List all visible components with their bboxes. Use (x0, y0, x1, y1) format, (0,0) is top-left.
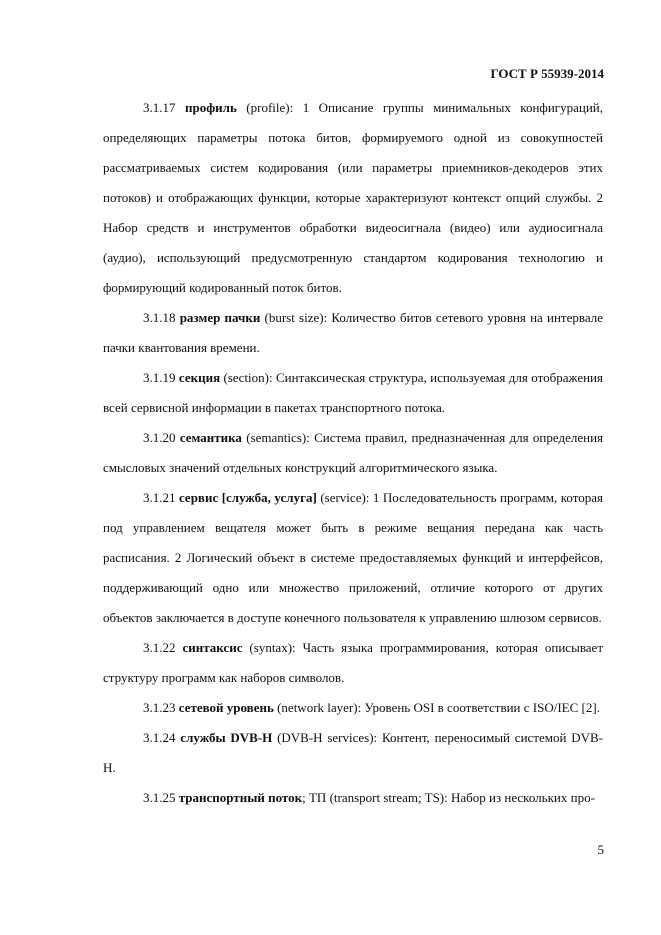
entry-definition: (syntax): Часть языка программирования, которая описывает структуру программ как наборов символов. (103, 640, 604, 685)
entry-definition: (DVB-H services): Контент, переносимый системой DVB-H. (103, 730, 604, 775)
entry-term: транспортный поток (178, 790, 303, 805)
entry-number: 3.1.24 (143, 730, 176, 745)
entry-term: сетевой уровень (178, 700, 274, 715)
page-number: 5 (597, 842, 604, 857)
definition-entry-syntax (103, 633, 603, 693)
definition-entry-dvb-h-services (103, 723, 603, 783)
entry-number: 3.1.20 (143, 430, 176, 445)
entry-definition: (network layer): Уровень OSI в соответствии с ISO/IEC [2]. (273, 700, 600, 715)
entry-number: 3.1.25 (143, 790, 176, 805)
entry-definition: (burst size): Количество битов сетевого уровня на интервале пачки квантования времени. (103, 310, 603, 355)
entry-definition: ; ТП (transport stream; TS): Набор из нескольких про- (302, 790, 595, 805)
definitions-body (103, 93, 603, 813)
entry-number: 3.1.19 (143, 370, 176, 385)
entry-number: 3.1.23 (143, 700, 176, 715)
definition-entry-burst-size (103, 303, 603, 363)
entry-definition: (semantics): Система правил, предназначенная для определения смысловых значений отдельных конструкций алгоритмического языка. (103, 430, 604, 475)
entry-definition: (profile): 1 Описание группы минимальных конфигураций, определяющих параметры потока битов, формируемого одной из совокупностей рассматриваемых систем кодирования (или параметры приемников-декодеров этих потоков) и отображающих функции, которые характеризуют контекст опций службы. 2 Набор средств и инструментов обработки видеосигнала (видео) или аудиосигнала (аудио), использующий предусмотренную стандартом кодирования технологию и формирующий кодированный поток битов. (103, 100, 604, 295)
definition-entry-network-layer (103, 693, 603, 723)
entry-definition: (section): Синтаксическая структура, используемая для отображения всей сервисной информации в пакетах транспортного потока. (103, 370, 603, 415)
entry-number: 3.1.18 (143, 310, 176, 325)
entry-term: синтаксис (182, 640, 243, 655)
entry-definition: (service): 1 Последовательность программ, которая под управлением вещателя может быть в режиме вещания передана как часть расписания. 2 Логический объект в системе предоставляемых функций и интерфейсов, поддерживающий одно или множество приложений, отличие которого от других объектов заключается в доступе конечного пользователя к управлению шлюзом сервисов. (103, 490, 603, 625)
entry-term: секция (178, 370, 221, 385)
entry-term: семантика (179, 430, 242, 445)
definition-entry-profile (103, 93, 603, 303)
entry-number: 3.1.22 (143, 640, 176, 655)
entry-term: сервис [служба, услуга] (179, 490, 317, 505)
definition-entry-section (103, 363, 603, 423)
definition-entry-transport-stream (103, 783, 603, 813)
entry-number: 3.1.21 (143, 490, 176, 505)
entry-number: 3.1.17 (143, 100, 176, 115)
entry-term: службы DVB-H (180, 730, 273, 745)
entry-term: размер пачки (179, 310, 261, 325)
document-id-header: ГОСТ Р 55939-2014 (490, 66, 604, 81)
definition-entry-service (103, 483, 603, 633)
definition-entry-semantics (103, 423, 603, 483)
entry-term: профиль (184, 100, 237, 115)
